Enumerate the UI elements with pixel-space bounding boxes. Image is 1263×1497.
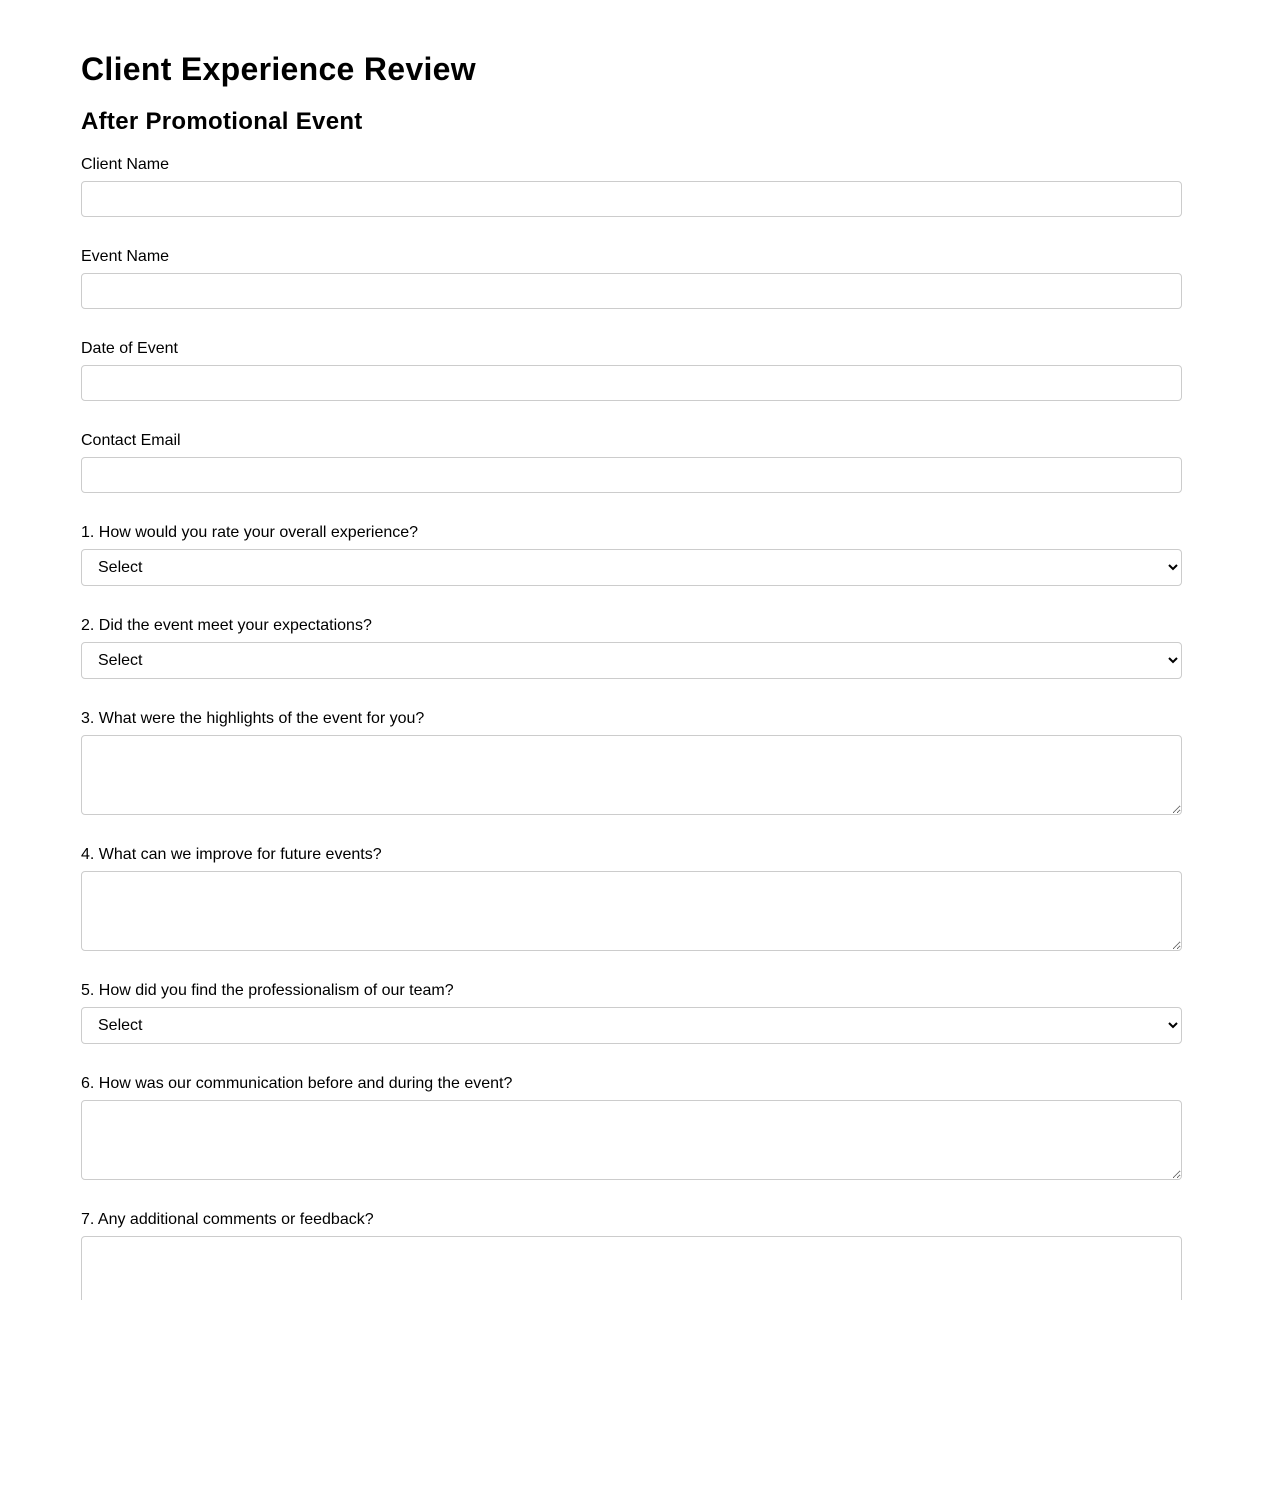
- page-subtitle: After Promotional Event: [81, 108, 363, 135]
- question-5: [81, 982, 1182, 1044]
- highlights-textarea[interactable]: [81, 735, 1182, 815]
- overall-experience-select[interactable]: [81, 549, 1182, 586]
- client-name-label: Client Name: [81, 156, 170, 173]
- event-name-label: Event Name: [81, 248, 170, 265]
- question-4-label: 4. What can we improve for future events?: [81, 846, 382, 863]
- contact-email-field: [81, 432, 1182, 493]
- page-title: Client Experience Review: [81, 51, 476, 87]
- question-2: [81, 617, 1182, 679]
- question-1: [81, 524, 1182, 586]
- question-1-label: 1. How would you rate your overall experience?: [81, 524, 419, 541]
- event-name-field: [81, 248, 1182, 309]
- question-6: [81, 1075, 1182, 1180]
- event-date-input[interactable]: [81, 365, 1182, 401]
- client-name-field: [81, 156, 1182, 217]
- question-2-label: 2. Did the event meet your expectations?: [81, 617, 372, 634]
- question-3-label: 3. What were the highlights of the event for you?: [81, 710, 425, 727]
- event-date-label: Date of Event: [81, 340, 178, 357]
- question-6-label: 6. How was our communication before and during the event?: [81, 1075, 513, 1092]
- contact-email-label: Contact Email: [81, 432, 181, 449]
- question-4: [81, 846, 1182, 951]
- question-5-label: 5. How did you find the professionalism of our team?: [81, 982, 454, 999]
- professionalism-select[interactable]: [81, 1007, 1182, 1044]
- question-7-label: 7. Any additional comments or feedback?: [81, 1211, 374, 1228]
- additional-comments-textarea[interactable]: [81, 1236, 1182, 1300]
- client-name-input[interactable]: [81, 181, 1182, 217]
- question-3: [81, 710, 1182, 815]
- expectations-select[interactable]: [81, 642, 1182, 679]
- communication-textarea[interactable]: [81, 1100, 1182, 1180]
- improvements-textarea[interactable]: [81, 871, 1182, 951]
- question-7: [81, 1211, 1182, 1300]
- event-name-input[interactable]: [81, 273, 1182, 309]
- contact-email-input[interactable]: [81, 457, 1182, 493]
- event-date-field: [81, 340, 1182, 401]
